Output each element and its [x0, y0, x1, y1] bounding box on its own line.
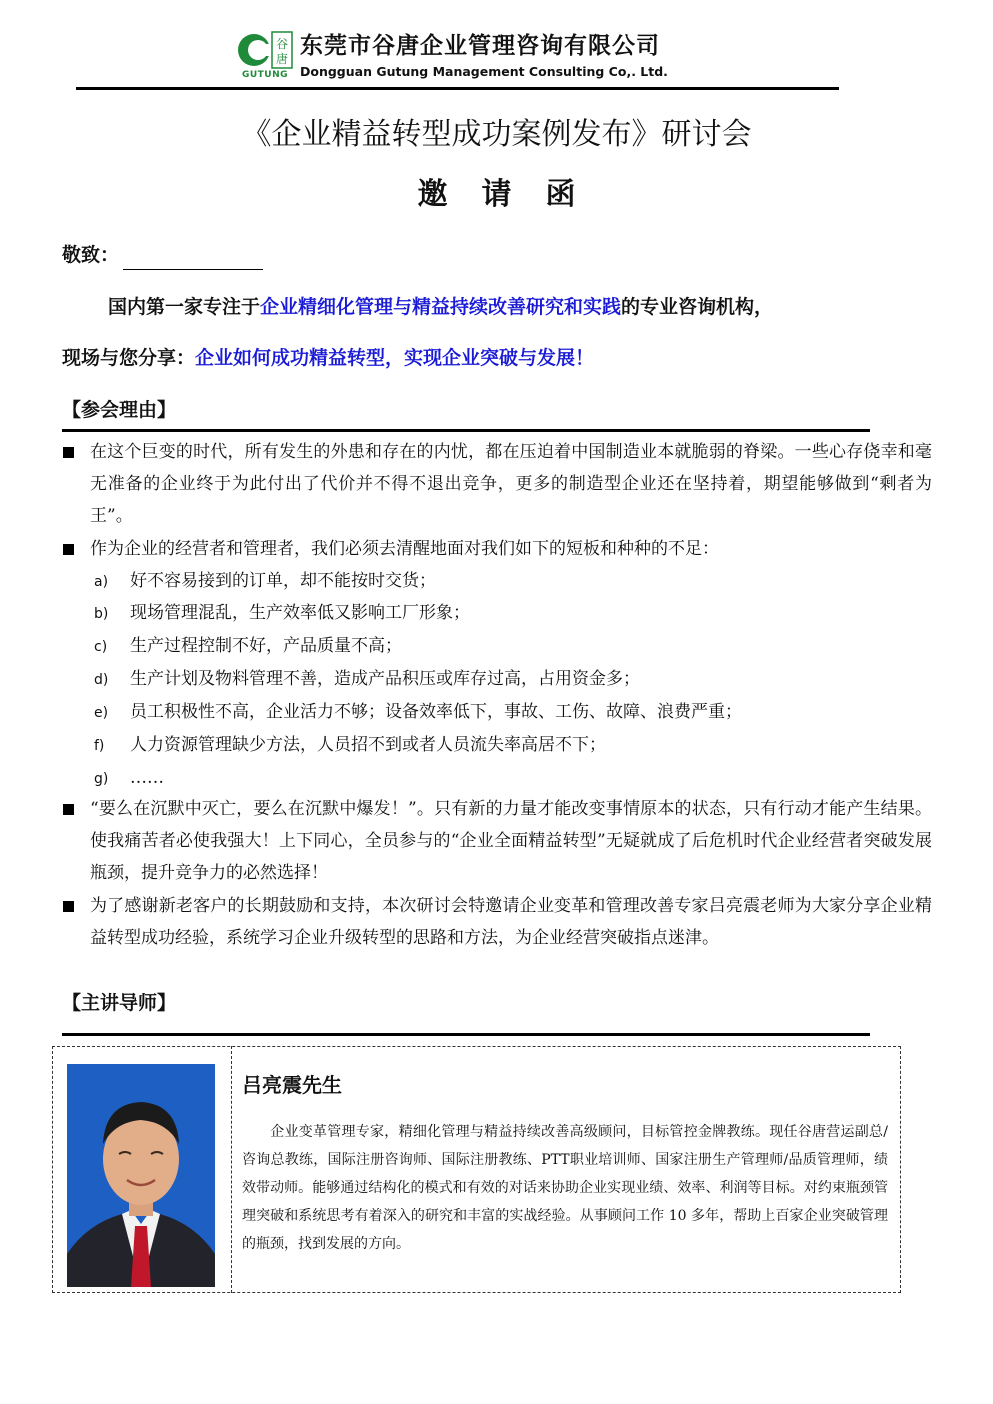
company-name-cn: 东莞市谷唐企业管理咨询有限公司 — [300, 33, 660, 59]
list-item-marker: b) — [94, 606, 109, 622]
list-item-marker: d) — [94, 672, 109, 688]
logo-chars: 唐 — [275, 52, 289, 66]
list-item — [94, 663, 640, 696]
company-logo — [236, 30, 294, 80]
bullet-square-icon — [63, 901, 74, 912]
bullet-square-icon — [63, 804, 74, 815]
list-item-marker: a) — [94, 574, 109, 590]
section-heading-speaker: 【主讲导师】 — [62, 992, 177, 1014]
list-item-text: 现场管理混乱，生产效率低又影响工厂形象； — [130, 603, 470, 623]
list-item-marker: c) — [94, 639, 108, 655]
list-item — [94, 762, 164, 795]
header-divider — [76, 87, 839, 90]
list-item — [94, 729, 606, 762]
recipient-blank-line[interactable] — [123, 248, 263, 270]
list-item — [94, 630, 402, 663]
intro-highlight: 企业精细化管理与精益持续改善研究和实践 — [260, 296, 622, 318]
section-divider — [62, 429, 870, 432]
speaker-card-divider — [231, 1046, 232, 1293]
reason-paragraph-1: 在这个巨变的时代，所有发生的外患和存在的内忧，都在压迫着中国制造业本就脆弱的脊梁。一些心存侥幸和毫无准备的企业终于为此付出了代价并不得不退出竞争，更多的制造型企业还在坚持着，期望能够做到“剩者为王”。 — [90, 442, 932, 526]
list-item-text: …… — [130, 768, 164, 788]
logo-latin-text: GUTUNG — [241, 70, 289, 80]
salutation — [62, 240, 263, 270]
list-item-text: 生产计划及物料管理不善，造成产品积压或库存过高，占用资金多； — [130, 669, 640, 689]
speaker-name: 吕亮震先生 — [242, 1073, 342, 1097]
reason-paragraph-3: “要么在沉默中灭亡，要么在沉默中爆发！”。只有新的力量才能改变事情原本的状态，只有行动才能产生结果。使我痛苦者必使我强大！上下同心，全员参与的“企业全面精益转型”无疑就成了后危机时代企业经营者突破发展瓶颈，提升竞争力的必然选择！ — [90, 799, 932, 883]
document-subtitle: 邀请函 — [417, 177, 610, 212]
section-divider — [62, 1033, 870, 1036]
logo-chars: 谷 — [275, 37, 289, 51]
list-item-marker: g) — [94, 771, 109, 787]
intro-text: 现场与您分享： — [62, 347, 196, 369]
bullet-square-icon — [63, 447, 74, 458]
speaker-bio-text: 企业变革管理专家，精细化管理与精益持续改善高级顾问，目标管控金牌教练。现任谷唐营运副总/咨询总教练，国际注册咨询师、国际注册教练、PTT职业培训师、国家注册生产管理师/品质管理师，绩效带动师。能够通过结构化的模式和有效的对话来协助企业实现业绩、效率、利润等目标。对约束瓶颈管理突破和系统思考有着深入的研究和丰富的实战经验。从事顾问工作 10 多年，帮助上百家企业突破管理的瓶颈，找到发展的方向。 — [242, 1124, 888, 1252]
list-item-text: 人力资源管理缺少方法，人员招不到或者人员流失率高居不下； — [130, 735, 606, 755]
reason-paragraph-2: 作为企业的经营者和管理者，我们必须去清醒地面对我们如下的短板和种种的不足： — [90, 539, 719, 559]
reason-paragraph-4: 为了感谢新老客户的长期鼓励和支持，本次研讨会特邀请企业变革和管理改善专家吕亮震老师为大家分享企业精益转型成功经验，系统学习企业升级转型的思路和方法，为企业经营突破指点迷津。 — [90, 896, 932, 948]
intro-line-2 — [62, 343, 594, 373]
list-item-text: 好不容易接到的订单，却不能按时交货； — [130, 571, 436, 591]
list-item-text: 生产过程控制不好，产品质量不高； — [130, 636, 402, 656]
list-item-text: 员工积极性不高，企业活力不够；设备效率低下，事故、工伤、故障、浪费严重； — [130, 702, 742, 722]
company-name-en: Dongguan Gutung Management Consulting Co,. Ltd. — [300, 64, 668, 79]
document-title: 《企业精益转型成功案例发布》研讨会 — [241, 117, 752, 152]
list-item — [94, 565, 436, 598]
bullet-square-icon — [63, 544, 74, 555]
list-item-marker: e) — [94, 705, 109, 721]
speaker-photo — [67, 1064, 215, 1287]
intro-text: 国内第一家专注于 — [108, 296, 261, 318]
intro-line-1 — [108, 292, 773, 322]
speaker-bio — [242, 1118, 888, 1258]
section-heading-reasons: 【参会理由】 — [62, 399, 177, 421]
intro-highlight: 企业如何成功精益转型，实现企业突破与发展！ — [195, 347, 595, 369]
list-item — [94, 597, 470, 630]
intro-text: 的专业咨询机构， — [621, 296, 774, 318]
list-item — [94, 696, 742, 729]
speaker-portrait-icon — [67, 1064, 215, 1287]
list-item-marker: f) — [94, 738, 105, 754]
salutation-label: 敬致： — [62, 244, 120, 266]
logo-mark-icon — [236, 30, 294, 70]
